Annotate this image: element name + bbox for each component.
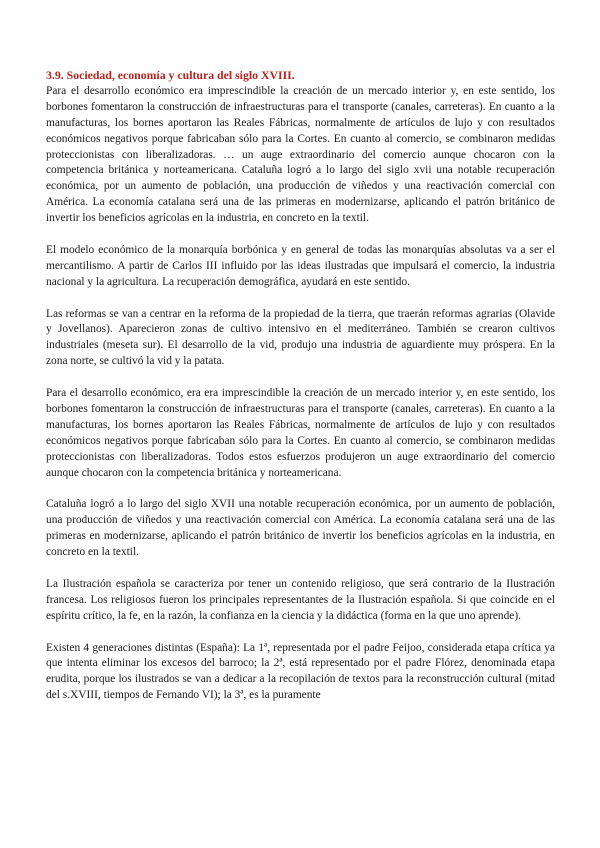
paragraph-economic-model: El modelo económico de la monarquía borbónica y en general de todas las monarquías absolutas va a ser el mercantilismo. A partir de Carlos III influido por las ideas ilustradas que impulsará el comercio, la industria nacional y la agricultura. La recuperación demográfica, ayudará en este sentido. <box>46 243 555 288</box>
paragraph-agrarian-reforms: Las reformas se van a centrar en la reforma de la propiedad de la tierra, que traerán reformas agrarias (Olavide y Jovellanos). Aparecieron zonas de cultivo intensivo en el mediterráneo. También se crearon cultivos industriales (meseta sur). El desarrollo de la vid, produjo una industria de aguardiente muy próspera. En la zona norte, se cultivó la vid y la patata. <box>46 307 555 368</box>
paragraph-economic-development-repeat: Para el desarrollo económico, era era imprescindible la creación de un mercado interior y, en este sentido, los borbones fomentaron la construcción de infraestructuras para el transporte (canales, carreteras). En cuanto a la manufacturas, los bornes aportaron las Reales Fábricas, normalmente de artículos de lujo y con resultados económicos negativos porque fabricaban sólo para la Cortes. En cuanto al comercio, se combinaron medidas proteccionistas con liberalizadoras. Todos estos esfuerzos produjeron un auge extraordinario del comercio aunque chocaron con la competencia británica y norteamericana. <box>46 387 555 479</box>
document-page <box>46 68 555 720</box>
paragraph-economic-development: Para el desarrollo económico era imprescindible la creación de un mercado interior y, en este sentido, los borbones fomentaron la construcción de infraestructuras para el transporte (canales, carreteras). En cuanto a la manufacturas, los bornes aportaron las Reales Fábricas, normalmente de artículos de lujo y con resultados económicos negativos porque fabricaban sólo para la Cortes. En cuanto al comercio, se combinaron medidas proteccionistas con liberalizadoras. … un auge extraordinario del comercio aunque chocaron con la competencia británica y norteamericana. Cataluña logró a lo largo del siglo xvii una notable recuperación económica, por un aumento de población, una producción de viñedos y una reactivación comercial con América. La economía catalana será una de las primeras en modernizarse, aplicando el patrón británico de invertir los beneficios agrícolas en la industria, en concreto en la textil. <box>46 84 555 225</box>
paragraph-generations: Existen 4 generaciones distintas (España): La 1ª, representada por el padre Feijoo, considerada etapa crítica ya que intenta eliminar los excesos del barroco; la 2ª, está representado por el padre Flórez, denominada etapa erudita, porque los ilustrados se van a dedicar a la recopilación de textos para la reconstrucción cultural (mitad del s.XVIII, tiempos de Fernando VI); la 3ª, es la puramente <box>46 641 555 702</box>
section-heading: 3.9. Sociedad, economía y cultura del siglo XVIII. <box>46 68 295 82</box>
paragraph-catalonia: Cataluña logró a lo largo del siglo XVII una notable recuperación económica, por un aumento de población, una producción de viñedos y una reactivación comercial con América. La economía catalana será una de las primeras en modernizarse, aplicando el patrón británico de invertir los beneficios agrícolas en la industria, en concreto en la textil. <box>46 498 555 559</box>
paragraph-enlightenment: La Ilustración española se caracteriza por tener un contenido religioso, que será contrario de la Ilustración francesa. Los religiosos fueron los principales representantes de la Ilustración española. Si que coincide en el espíritu crítico, la fe, en la razón, la confianza en la ciencia y la didáctica (forma en la que uno aprende). <box>46 577 555 622</box>
